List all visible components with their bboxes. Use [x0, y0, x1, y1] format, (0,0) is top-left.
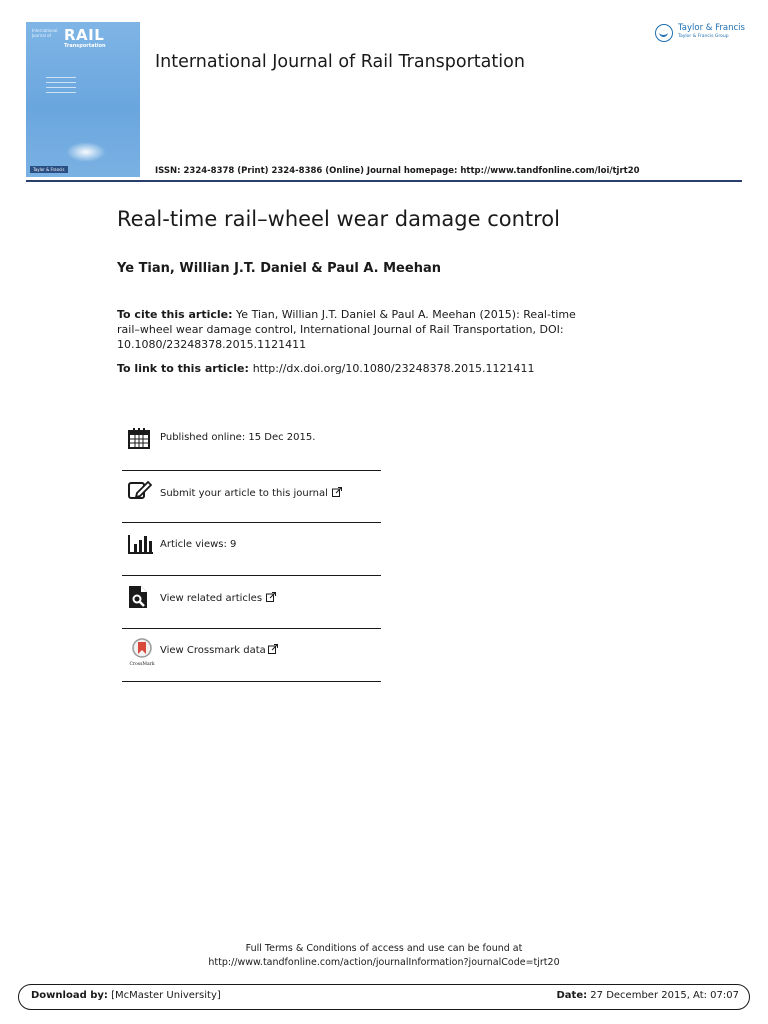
citation-block	[117, 307, 587, 352]
download-info-bar	[18, 984, 750, 1010]
submit-article-item[interactable]	[122, 471, 381, 523]
cover-small-text: International Journal of	[32, 28, 58, 38]
publisher-name: Taylor & Francis	[678, 23, 745, 33]
article-link-block	[117, 362, 535, 375]
cover-rail-title: RAIL	[64, 26, 105, 44]
article-info-list	[122, 418, 381, 682]
doi-link[interactable]: 10.1080/23248378.2015.1121411	[117, 338, 307, 351]
calendar-icon	[128, 427, 150, 449]
external-link-icon	[266, 592, 276, 602]
external-link-icon	[268, 644, 278, 654]
crossmark-link[interactable]	[160, 644, 278, 656]
related-articles-text: View related articles	[160, 593, 263, 604]
edit-icon	[128, 480, 152, 500]
terms-url: http://www.tandfonline.com/action/journalInformation?journalCode=tjrt20	[208, 957, 560, 968]
published-online-text: Published online: 15 Dec 2015.	[160, 432, 316, 443]
crossmark-icon	[132, 638, 152, 658]
issn-text: ISSN: 2324-8378 (Print) 2324-8386 (Online) Journal homepage:	[155, 166, 461, 176]
related-articles-link[interactable]	[160, 592, 276, 604]
cover-publisher-mark: Taylor & Francis	[30, 166, 68, 173]
crossmark-logo	[128, 638, 156, 667]
article-views-item	[122, 523, 381, 576]
publisher-logo	[655, 22, 750, 46]
cite-label: To cite this article:	[117, 308, 233, 321]
crossmark-text: View Crossmark data	[160, 645, 266, 656]
cover-light-beam	[66, 142, 106, 162]
cover-decorative-lines	[46, 77, 76, 97]
article-doi-url-link[interactable]: http://dx.doi.org/10.1080/23248378.2015.1121411	[252, 362, 535, 375]
header-rule	[26, 180, 742, 182]
link-label: To link to this article:	[117, 362, 253, 375]
terms-line-1: Full Terms & Conditions of access and use can be found at	[245, 943, 523, 954]
download-date-value: 27 December 2015, At: 07:07	[587, 990, 739, 1001]
journal-title: International Journal of Rail Transportation	[155, 52, 525, 72]
journal-cover-image	[26, 22, 140, 177]
download-by-value: [McMaster University]	[107, 990, 221, 1001]
publisher-logo-icon	[655, 24, 673, 42]
cover-transportation-title: Transportation	[64, 43, 106, 49]
submit-article-link[interactable]	[160, 487, 342, 499]
article-title: Real-time rail–wheel wear damage control	[117, 207, 560, 231]
download-date-label: Date:	[556, 990, 588, 1001]
download-by	[31, 990, 221, 1001]
terms-conditions	[0, 942, 768, 970]
download-date	[557, 990, 740, 1001]
related-articles-search-icon	[128, 585, 148, 609]
published-online-item	[122, 418, 381, 471]
crossmark-icon-label: CrossMark	[129, 662, 155, 667]
publisher-group: Taylor & Francis Group	[678, 34, 729, 39]
submit-article-text: Submit your article to this journal	[160, 488, 328, 499]
external-link-icon	[332, 487, 342, 497]
cite-text: Ye Tian, Willian J.T. Daniel & Paul A. Meehan (2015): Real-time rail–wheel wear damage control, International Journal of Rail Transportation, DOI:	[117, 308, 576, 336]
download-by-label: Download by:	[31, 990, 108, 1001]
bar-chart-icon	[128, 534, 154, 554]
related-articles-item[interactable]	[122, 576, 381, 629]
issn-line	[155, 166, 640, 176]
crossmark-item[interactable]	[122, 629, 381, 682]
article-views-text: Article views: 9	[160, 539, 237, 550]
journal-homepage-link[interactable]: http://www.tandfonline.com/loi/tjrt20	[460, 166, 640, 176]
article-authors: Ye Tian, Willian J.T. Daniel & Paul A. Meehan	[117, 261, 441, 276]
